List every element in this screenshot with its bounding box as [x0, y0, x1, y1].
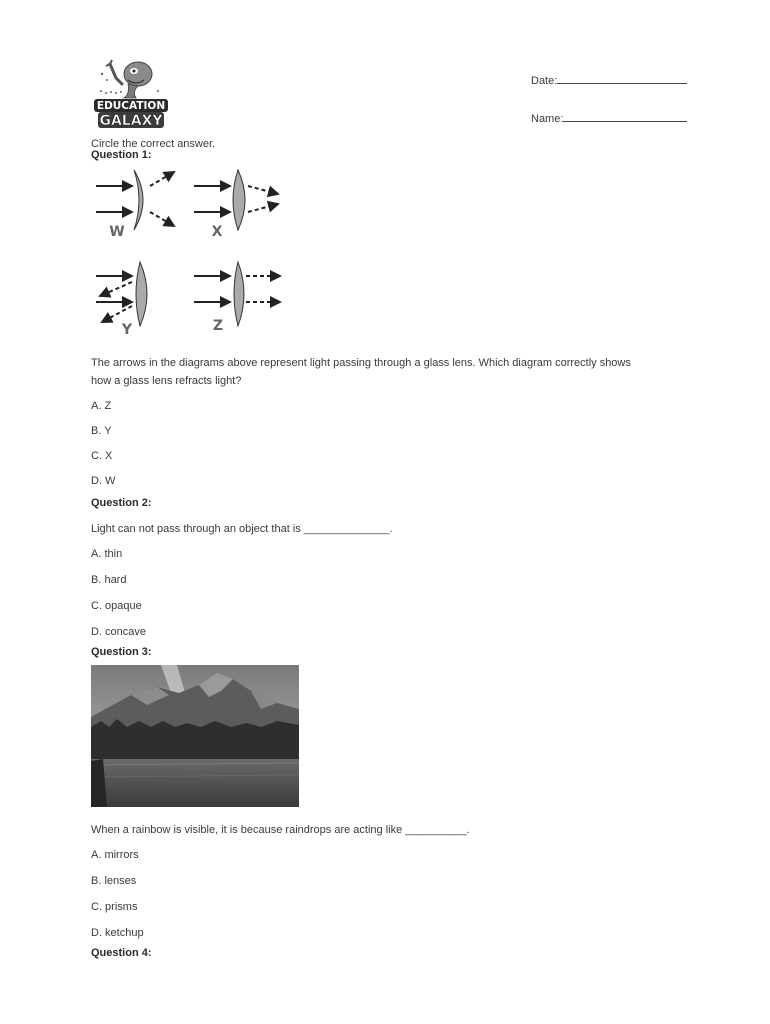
question2-option-d[interactable]: D. concave — [91, 626, 147, 638]
question1-text-line1: The arrows in the diagrams above represent light passing through a glass lens. Which diagram correctly shows — [91, 357, 631, 369]
name-field[interactable] — [531, 111, 687, 125]
diagram-z — [194, 262, 280, 334]
question2-heading: Question 2: — [91, 497, 152, 509]
question3-option-a[interactable]: A. mirrors — [91, 849, 139, 861]
diagram-w — [96, 170, 174, 240]
question2-option-c[interactable]: C. opaque — [91, 600, 142, 612]
question2-text: Light can not pass through an object that is ______________. — [91, 523, 393, 535]
question1-option-c[interactable]: C. X — [91, 450, 113, 462]
name-label: Name: — [531, 113, 564, 125]
question3-option-c[interactable]: C. prisms — [91, 901, 138, 913]
question3-option-d[interactable]: D. ketchup — [91, 927, 144, 939]
logo-line2-text: GALAXY — [99, 113, 163, 129]
question3-option-b[interactable]: B. lenses — [91, 875, 137, 887]
alien-mascot-icon — [92, 58, 170, 130]
question1-option-b[interactable]: B. Y — [91, 425, 112, 437]
logo-line1-text: EDUCATION — [96, 100, 166, 112]
name-blank[interactable] — [563, 111, 687, 122]
education-galaxy-logo — [92, 58, 170, 130]
question2-option-b[interactable]: B. hard — [91, 574, 127, 586]
question1-text-line2: how a glass lens refracts light? — [91, 375, 242, 387]
diagram-y — [96, 262, 147, 338]
question3-text: When a rainbow is visible, it is because raindrops are acting like __________. — [91, 824, 470, 836]
diagram-label-w: W — [109, 224, 125, 240]
question2-option-a[interactable]: A. thin — [91, 548, 123, 560]
instructions: Circle the correct answer. — [91, 138, 216, 150]
rainbow-lake-photo — [91, 665, 299, 807]
date-field[interactable] — [531, 73, 687, 87]
question4-heading: Question 4: — [91, 947, 152, 959]
diagram-x — [194, 170, 278, 240]
question1-option-d[interactable]: D. W — [91, 475, 116, 487]
diagram-label-y: Y — [121, 322, 133, 338]
date-blank[interactable] — [557, 73, 687, 84]
question1-option-a[interactable]: A. Z — [91, 400, 112, 412]
diagram-label-x: X — [211, 224, 223, 240]
question1-heading: Question 1: — [91, 149, 152, 161]
date-label: Date: — [531, 75, 558, 87]
diagram-label-z: Z — [212, 318, 224, 334]
question3-heading: Question 3: — [91, 646, 152, 658]
lens-diagrams — [90, 166, 300, 338]
